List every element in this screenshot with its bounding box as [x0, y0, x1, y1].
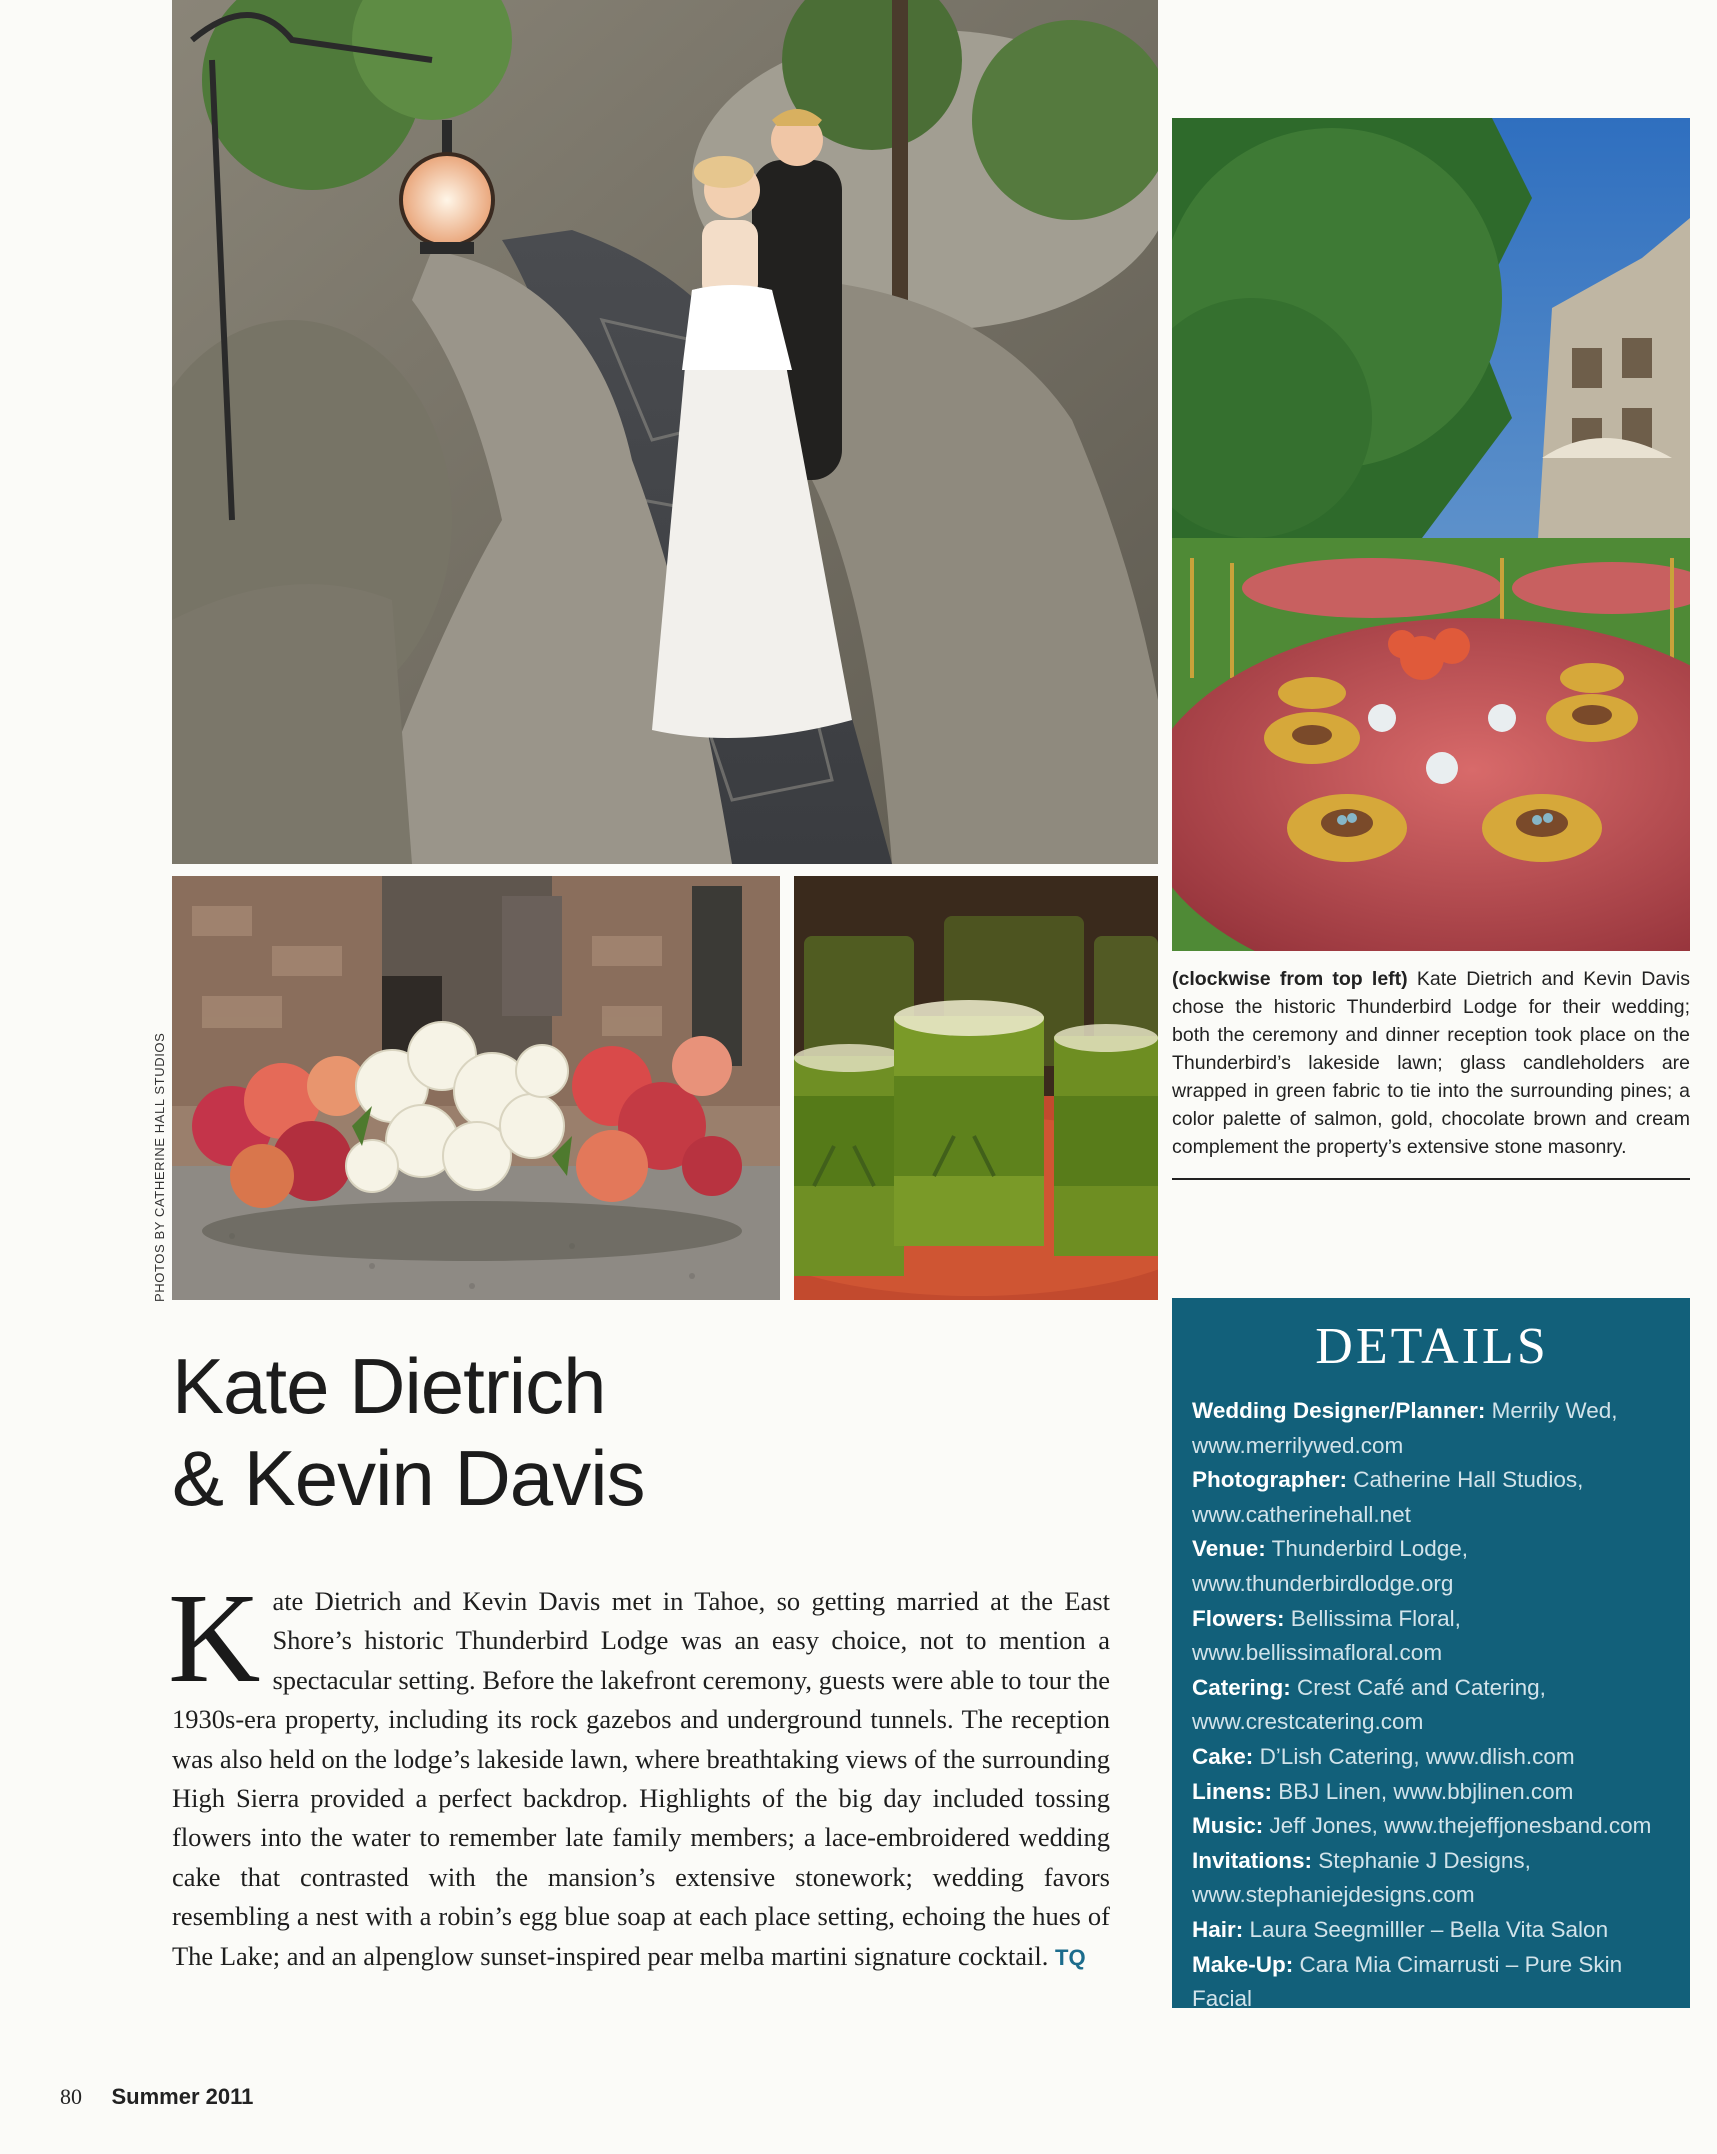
detail-invitations: [1192, 1844, 1672, 1913]
photo-caption: [1172, 965, 1690, 1161]
article-title: [172, 1340, 872, 1524]
detail-value: Bellissima Floral, www.bellissimafloral.com: [1192, 1605, 1461, 1666]
details-heading: DETAILS: [1315, 1318, 1549, 1375]
article-body: [168, 1567, 1110, 1977]
detail-value: D’Lish Catering, www.dlish.com: [1259, 1743, 1575, 1769]
page-number: 80: [60, 2084, 82, 2109]
detail-label: Photographer:: [1192, 1467, 1347, 1493]
detail-hair: [1192, 1913, 1672, 1948]
detail-label: Catering:: [1192, 1674, 1291, 1700]
detail-linens: [1192, 1775, 1672, 1810]
detail-value: Catherine Hall Studios, www.catherinehall.net: [1192, 1467, 1584, 1527]
detail-label: Wedding Designer/Planner:: [1192, 1398, 1486, 1423]
detail-label: Cake:: [1192, 1743, 1254, 1769]
caption-lead: (clockwise from top left): [1172, 968, 1408, 990]
photo-bouquets: [172, 876, 780, 1300]
title-line-1: Kate Dietrich: [172, 1342, 606, 1430]
drop-cap: K: [168, 1567, 261, 1709]
details-box: [1172, 1298, 1690, 2012]
detail-venue: [1192, 1532, 1672, 1601]
detail-value: Stephanie J Designs, www.stephaniejdesigns.com: [1192, 1847, 1531, 1908]
detail-flowers: [1192, 1602, 1672, 1671]
detail-label: Linens:: [1192, 1778, 1273, 1804]
detail-cake: [1192, 1740, 1672, 1775]
article-text: ate Dietrich and Kevin Davis met in Tahoe, so getting married at the East Shore’s historic Thunderbird Lodge was an easy choice, not to mention a spectacular setting. Before the lakefront ceremony, guests were able to tour the 1930s-era property, including its rock gazebos and underground tunnels. The reception was also held on the lodge’s lakeside lawn, where breathtaking views of the surrounding High Sierra provided a perfect backdrop. Highlights of the big day included tossing flowers into the water to remember late family members; a lace-embroidered wedding cake that contrasted with the mansion’s extensive stonework; wedding favors resembling a nest with a robin’s egg blue soap at each place setting, echoing the hues of The Lake; and an alpenglow sunset-inspired pear melba martini signature cocktail.: [172, 1586, 1110, 1971]
detail-label: Invitations:: [1192, 1847, 1313, 1873]
photo-credit: PHOTOS BY CATHERINE HALL STUDIOS: [152, 1032, 167, 1302]
photo-candle-glasses: [794, 876, 1158, 1300]
signoff-mark: TQ: [1055, 1944, 1086, 1970]
detail-catering: [1192, 1671, 1672, 1740]
photo-couple-stone-stairway: [172, 0, 1158, 864]
detail-label: Music:: [1192, 1813, 1264, 1839]
detail-music: [1192, 1809, 1672, 1844]
detail-label: Flowers:: [1192, 1605, 1285, 1631]
caption-divider: [1172, 1178, 1690, 1180]
photo-reception-tables: [1172, 118, 1690, 951]
detail-value: Laura Seegmilller – Bella Vita Salon: [1249, 1916, 1609, 1942]
detail-value: Cara Mia Cimarrusti – Pure Skin Facial: [1192, 1951, 1623, 2012]
detail-value: Thunderbird Lodge, www.thunderbirdlodge.org: [1192, 1536, 1469, 1596]
title-line-2: & Kevin Davis: [172, 1434, 645, 1522]
detail-value: Jeff Jones, www.thejeffjonesband.com: [1269, 1813, 1652, 1839]
issue-name: Summer 2011: [111, 2084, 254, 2109]
detail-value: Merrily Wed, www.merrilywed.com: [1192, 1398, 1618, 1458]
detail-label: Make-Up:: [1192, 1951, 1294, 1977]
caption-text: Kate Dietrich and Kevin Davis chose the historic Thunderbird Lodge for their wedding; both the ceremony and dinner reception took place on the Thunderbird’s lakeside lawn; glass candleholders are wrapped in green fabric to tie into the surrounding pines; a color palette of salmon, gold, chocolate brown and cream complement the property’s extensive stone masonry.: [1172, 968, 1690, 1158]
page-footer: [60, 2084, 253, 2110]
detail-value: BBJ Linen, www.bbjlinen.com: [1278, 1778, 1574, 1804]
detail-photographer: [1192, 1463, 1672, 1532]
detail-label: Venue:: [1192, 1536, 1266, 1562]
detail-value: Crest Café and Catering, www.crestcatering.com: [1192, 1674, 1546, 1735]
detail-makeup: [1192, 1948, 1672, 2017]
detail-label: Hair:: [1192, 1916, 1244, 1942]
detail-planner: [1192, 1394, 1672, 1463]
